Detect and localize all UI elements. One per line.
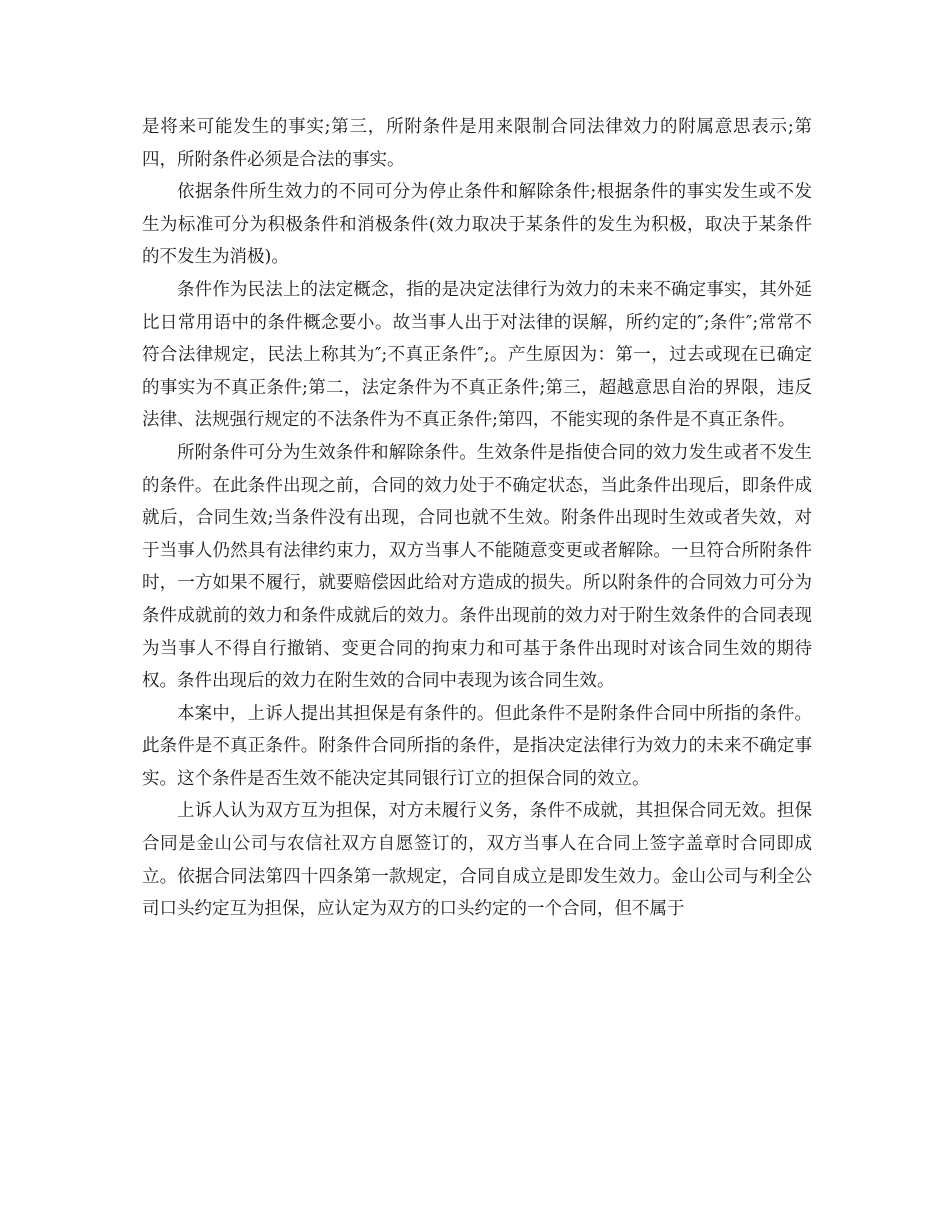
paragraph-2: 依据条件所生效力的不同可分为停止条件和解除条件;根据条件的事实发生或不发生为标准可分为积极条件和消极条件(效力取决于某条件的发生为积极，取决于某条件的不发生为消极)。 <box>142 182 812 268</box>
paragraph-1: 是将来可能发生的事实;第三，所附条件是用来限制合同法律效力的附属意思表示;第四，所附条件必须是合法的事实。 <box>142 117 812 170</box>
paragraph-4: 所附条件可分为生效条件和解除条件。生效条件是指使合同的效力发生或者不发生的条件。在此条件出现之前，合同的效力处于不确定状态，当此条件出现后，即条件成就后，合同生效;当条件没有出现，合同也就不生效。附条件出现时生效或者失效，对于当事人仍然具有法律约束力，双方当事人不能随意变更或者解除。一旦符合所附条件时，一方如果不履行，就要赔偿因此给对方造成的损失。所以附条件的合同效力可分为条件成就前的效力和条件成就后的效力。条件出现前的效力对于附生效条件的合同表现为当事人不得自行撤销、变更合同的拘束力和可基于条件出现时对该合同生效的期待权。条件出现后的效力在附生效的合同中表现为该合同生效。 <box>142 442 812 692</box>
paragraph-6: 上诉人认为双方互为担保，对方未履行义务，条件不成就，其担保合同无效。担保合同是金山公司与农信社双方自愿签订的，双方当事人在合同上签字盖章时合同即成立。依据合同法第四十四条第一款规定，合同自成立是即发生效力。金山公司与利全公司口头约定互为担保，应认定为双方的口头约定的一个合同，但不属于 <box>142 801 812 920</box>
paragraph-5: 本案中，上诉人提出其担保是有条件的。但此条件不是附条件合同中所指的条件。此条件是不真正条件。附条件合同所指的条件，是指决定法律行为效力的未来不确定事实。这个条件是否生效不能决定其同银行订立的担保合同的效立。 <box>142 703 812 789</box>
document-body <box>142 111 812 926</box>
paragraph-3: 条件作为民法上的法定概念，指的是决定法律行为效力的未来不确定事实，其外延比日常用语中的条件概念要小。故当事人出于对法律的误解，所约定的″;条件″;常常不符合法律规定，民法上称其为″;不真正条件″;。产生原因为：第一，过去或现在已确定的事实为不真正条件;第二，法定条件为不真正条件;第三，超越意思自治的界限，违反法律、法规强行规定的不法条件为不真正条件;第四，不能实现的条件是不真正条件。 <box>142 279 812 431</box>
